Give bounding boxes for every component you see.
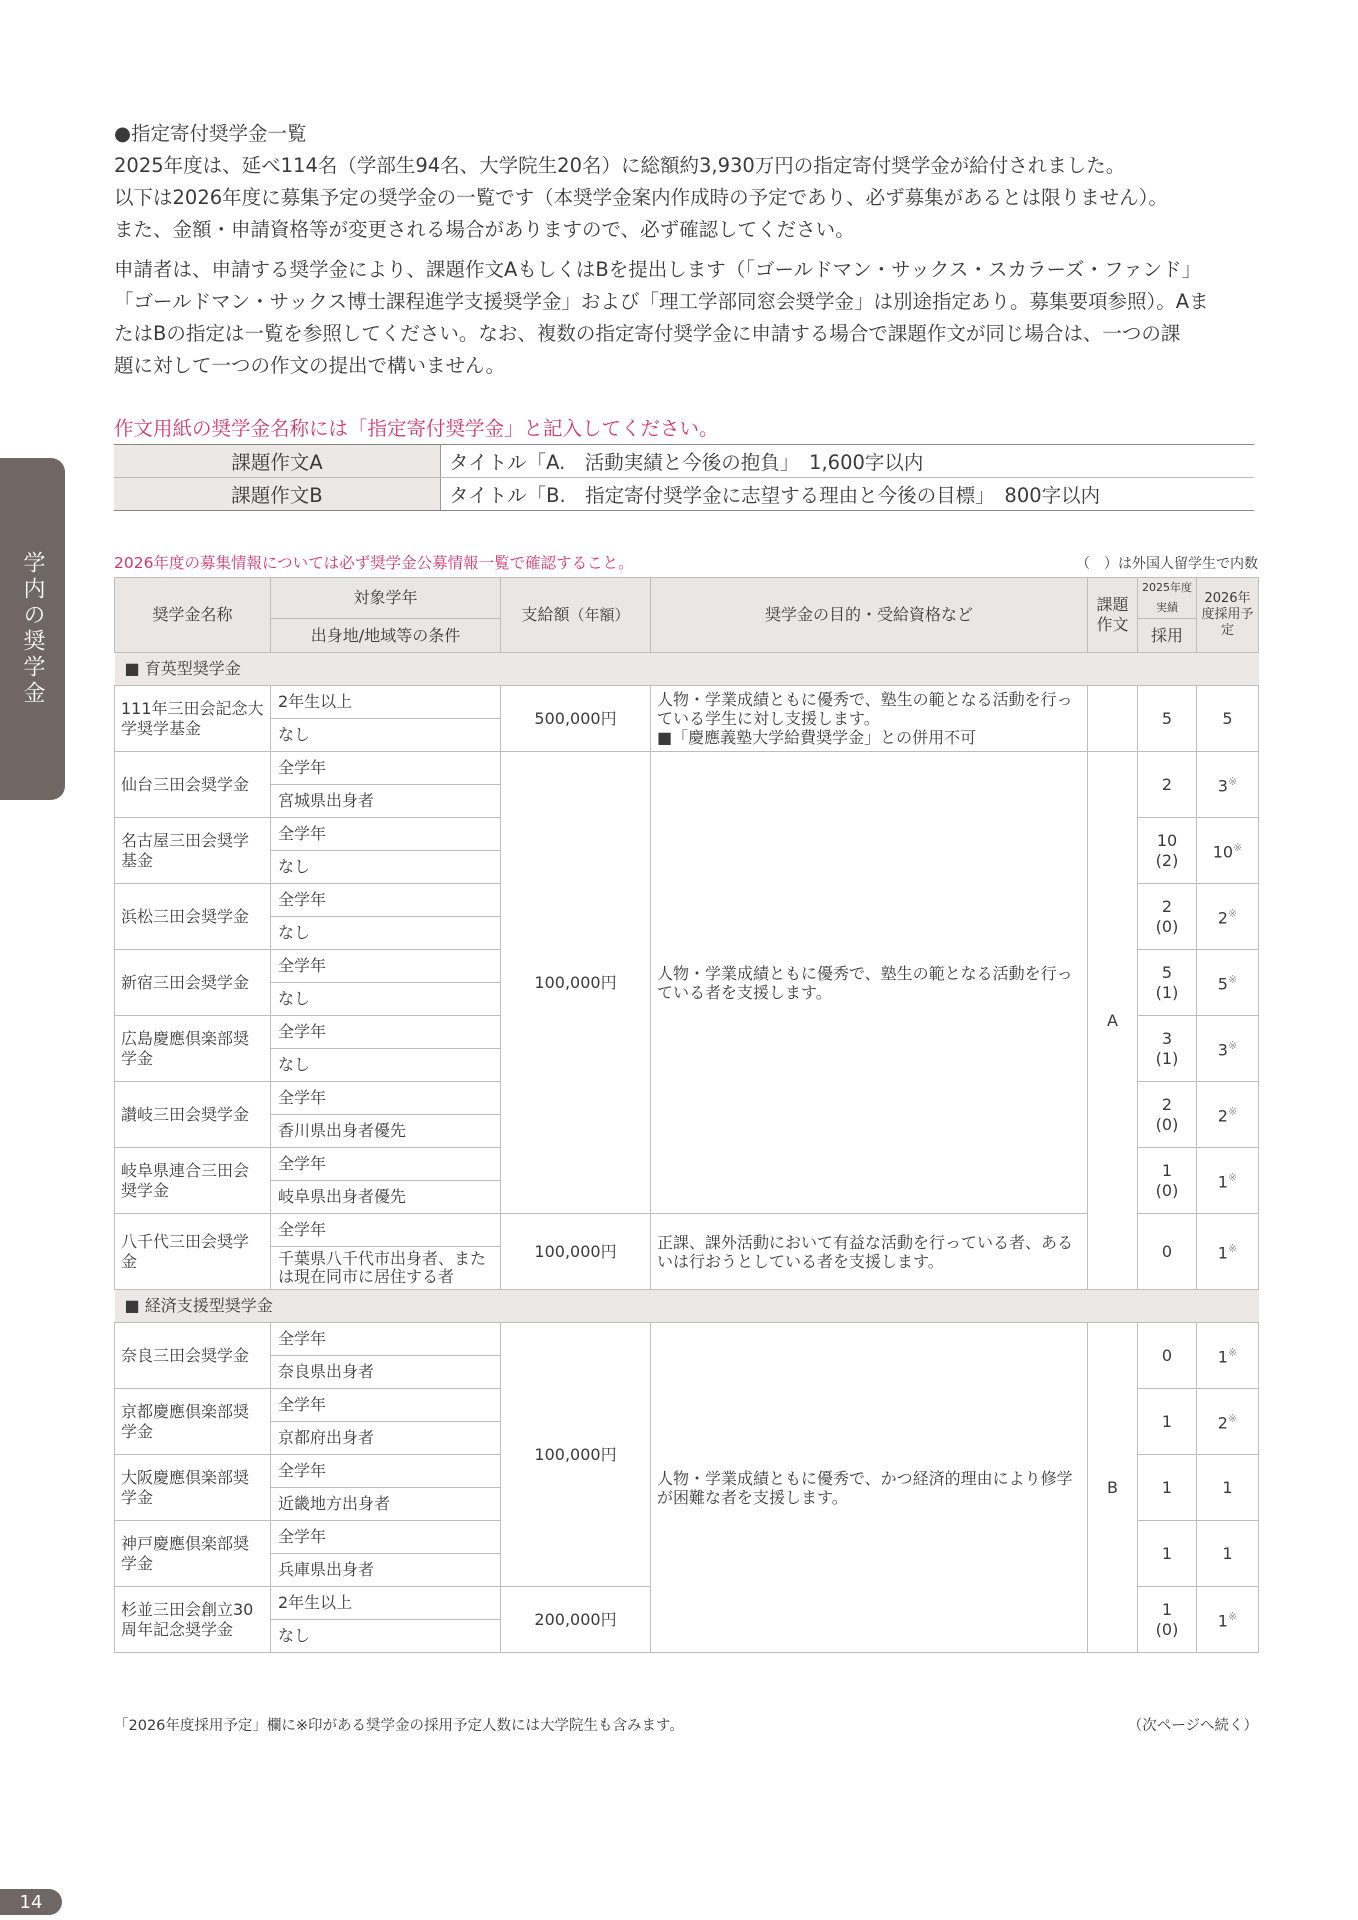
grade-cell: 2年生以上 [271,686,501,719]
scholarship-name: 新宿三田会奨学金 [115,950,271,1016]
essay-value: タイトル「B. 指定寄付奨学金に志望する理由と今後の目標」 800字以内 [441,478,1255,511]
header-amount: 支給額（年額） [501,578,651,653]
grade-cell: 全学年 [271,1389,501,1422]
grade-cell: 2年生以上 [271,1587,501,1620]
amount-cell: 100,000円 [501,1214,651,1290]
origin-cell: 千葉県八千代市出身者、または現在同市に居住する者 [271,1247,501,1290]
side-section-tab: 学内の奨学金 [0,458,65,800]
header-essay: 課題作文 [1088,578,1138,653]
origin-cell: 奈良県出身者 [271,1356,501,1389]
scholarship-name: 広島慶應倶楽部奨学金 [115,1016,271,1082]
essay-value: タイトル「A. 活動実績と今後の抱負」 1,600字以内 [441,445,1255,478]
grade-cell: 全学年 [271,752,501,785]
result-cell: 1 [1138,1521,1197,1587]
scholarship-name: 神戸慶應倶楽部奨学金 [115,1521,271,1587]
result-cell: 0 [1138,1323,1197,1389]
scholarship-name: 杉並三田会創立30周年記念奨学金 [115,1587,271,1653]
purpose-text: 人物・学業成績ともに優秀で、塾生の範となる活動を行っている学生に対し支援します。 [657,690,1073,728]
table-row [115,686,1259,719]
result-cell: 2 [1138,752,1197,818]
intro-text [114,118,1259,382]
intro-line: 以下は2026年度に募集予定の奨学金の一覧です（本奨学金案内作成時の予定であり、必ず募集があるとは限りません）。 [114,186,1168,209]
essay-key: 課題作文A [114,445,441,478]
plan-cell: 5 [1197,686,1259,752]
result-cell: 1 (0) [1138,1587,1197,1653]
grade-cell: 全学年 [271,1148,501,1181]
intro-line: 申請者は、申請する奨学金により、課題作文AもしくはBを提出します（「ゴールドマン・サックス・スカラーズ・ファンド」 [114,258,1202,281]
essay-cell: B [1088,1323,1138,1653]
grade-cell: 全学年 [271,950,501,983]
scholarship-name: 京都慶應倶楽部奨学金 [115,1389,271,1455]
header-plan: 2026年度採用予定 [1197,578,1259,653]
result-cell: 10 (2) [1138,818,1197,884]
section-row: ■ 育英型奨学金 [115,653,1259,686]
grade-cell: 全学年 [271,1016,501,1049]
scholarship-name: 仙台三田会奨学金 [115,752,271,818]
result-cell: 3 (1) [1138,1016,1197,1082]
plan-cell: 1 [1197,1455,1259,1521]
plan-cell: 1 [1197,1521,1259,1587]
plan-cell: 10※ [1197,818,1259,884]
plan-cell: 3※ [1197,752,1259,818]
essay-note: 作文用紙の奨学金名称には「指定寄付奨学金」と記入してください。 [114,417,719,440]
purpose-cell: 正課、課外活動において有益な活動を行っている者、あるいは行おうとしている者を支援します。 [651,1214,1088,1290]
intro-line: 2025年度は、延べ114名（学部生94名、大学院生20名）に総額約3,930万円の指定寄付奨学金が給付されました。 [114,154,1126,177]
plan-cell: 1※ [1197,1587,1259,1653]
plan-cell: 2※ [1197,1389,1259,1455]
essay-cell [1088,686,1138,752]
amount-cell: 100,000円 [501,1323,651,1587]
essay-table [114,444,1254,511]
scholarship-name: 奈良三田会奨学金 [115,1323,271,1389]
plan-cell: 1※ [1197,1323,1259,1389]
origin-cell: 岐阜県出身者優先 [271,1181,501,1214]
essay-key: 課題作文B [114,478,441,511]
plan-cell: 3※ [1197,1016,1259,1082]
footnote: 「2026年度採用予定」欄に※印がある奨学金の採用予定人数には大学院生も含みます。 [114,1718,684,1734]
plan-cell: 2※ [1197,884,1259,950]
grade-cell: 全学年 [271,818,501,851]
grade-cell: 全学年 [271,1521,501,1554]
header-origin: 出身地/地域等の条件 [271,619,501,653]
plan-cell: 5※ [1197,950,1259,1016]
origin-cell: なし [271,1620,501,1653]
plan-cell: 2※ [1197,1082,1259,1148]
purpose-cell: 人物・学業成績ともに優秀で、かつ経済的理由により修学が困難な者を支援します。 [651,1323,1088,1653]
amount-cell: 500,000円 [501,686,651,752]
grade-cell: 全学年 [271,1323,501,1356]
origin-cell: なし [271,1049,501,1082]
plan-cell: 1※ [1197,1214,1259,1290]
origin-cell: なし [271,983,501,1016]
essay-row [114,445,1254,478]
header-result: 採用 [1138,619,1197,653]
intro-line: 「ゴールドマン・サックス博士課程進学支援奨学金」および「理工学部同窓会奨学金」は別途指定あり。募集要項参照）。Aま [114,290,1209,313]
purpose-note: ■「慶應義塾大学給費奨学金」との併用不可 [657,728,977,747]
result-cell: 1 (0) [1138,1148,1197,1214]
table-note: 2026年度の募集情報については必ず奨学金公募情報一覧で確認すること。 [114,554,634,572]
scholarship-name: 讃岐三田会奨学金 [115,1082,271,1148]
section-row: ■ 経済支援型奨学金 [115,1290,1259,1323]
header-purpose: 奨学金の目的・受給資格など [651,578,1088,653]
table-row [115,1214,1259,1247]
origin-cell: 京都府出身者 [271,1422,501,1455]
intro-heading: ●指定寄付奨学金一覧 [114,122,307,145]
table-row [115,1323,1259,1356]
grade-cell: 全学年 [271,1082,501,1115]
table-row [115,752,1259,785]
scholarship-table [114,577,1259,1653]
intro-line: また、金額・申請資格等が変更される場合がありますので、必ず確認してください。 [114,218,855,241]
origin-cell: 宮城県出身者 [271,785,501,818]
result-cell: 1 [1138,1455,1197,1521]
purpose-cell [651,686,1088,752]
amount-cell: 100,000円 [501,752,651,1214]
scholarship-name: 浜松三田会奨学金 [115,884,271,950]
essay-cell: A [1088,752,1138,1290]
origin-cell: なし [271,851,501,884]
purpose-cell: 人物・学業成績ともに優秀で、塾生の範となる活動を行っている者を支援します。 [651,752,1088,1214]
result-cell: 5 (1) [1138,950,1197,1016]
origin-cell: 兵庫県出身者 [271,1554,501,1587]
continued-note: （次ページへ続く） [1127,1718,1258,1734]
scholarship-name: 111年三田会記念大学奨学基金 [115,686,271,752]
header-row [115,578,1259,619]
page-number: 14 [0,1889,62,1915]
scholarship-name: 八千代三田会奨学金 [115,1214,271,1290]
scholarship-name: 名古屋三田会奨学基金 [115,818,271,884]
grade-cell: 全学年 [271,1455,501,1488]
essay-row [114,478,1254,511]
header-name: 奨学金名称 [115,578,271,653]
scholarship-name: 大阪慶應倶楽部奨学金 [115,1455,271,1521]
scholarship-name: 岐阜県連合三田会奨学金 [115,1148,271,1214]
grade-cell: 全学年 [271,884,501,917]
origin-cell: 香川県出身者優先 [271,1115,501,1148]
table-note-foreign: （ ）は外国人留学生で内数 [1076,556,1258,572]
header-result-top: 2025年度実績 [1138,578,1197,619]
intro-line: たはBの指定は一覧を参照してください。なお、複数の指定寄付奨学金に申請する場合で課題作文が同じ場合は、一つの課 [114,322,1181,345]
result-cell: 1 [1138,1389,1197,1455]
amount-cell: 200,000円 [501,1587,651,1653]
result-cell: 2 (0) [1138,884,1197,950]
intro-line: 題に対して一つの作文の提出で構いません。 [114,354,506,377]
header-grade: 対象学年 [271,578,501,619]
origin-cell: なし [271,917,501,950]
result-cell: 5 [1138,686,1197,752]
result-cell: 2 (0) [1138,1082,1197,1148]
plan-cell: 1※ [1197,1148,1259,1214]
grade-cell: 全学年 [271,1214,501,1247]
result-cell: 0 [1138,1214,1197,1290]
origin-cell: 近畿地方出身者 [271,1488,501,1521]
origin-cell: なし [271,719,501,752]
